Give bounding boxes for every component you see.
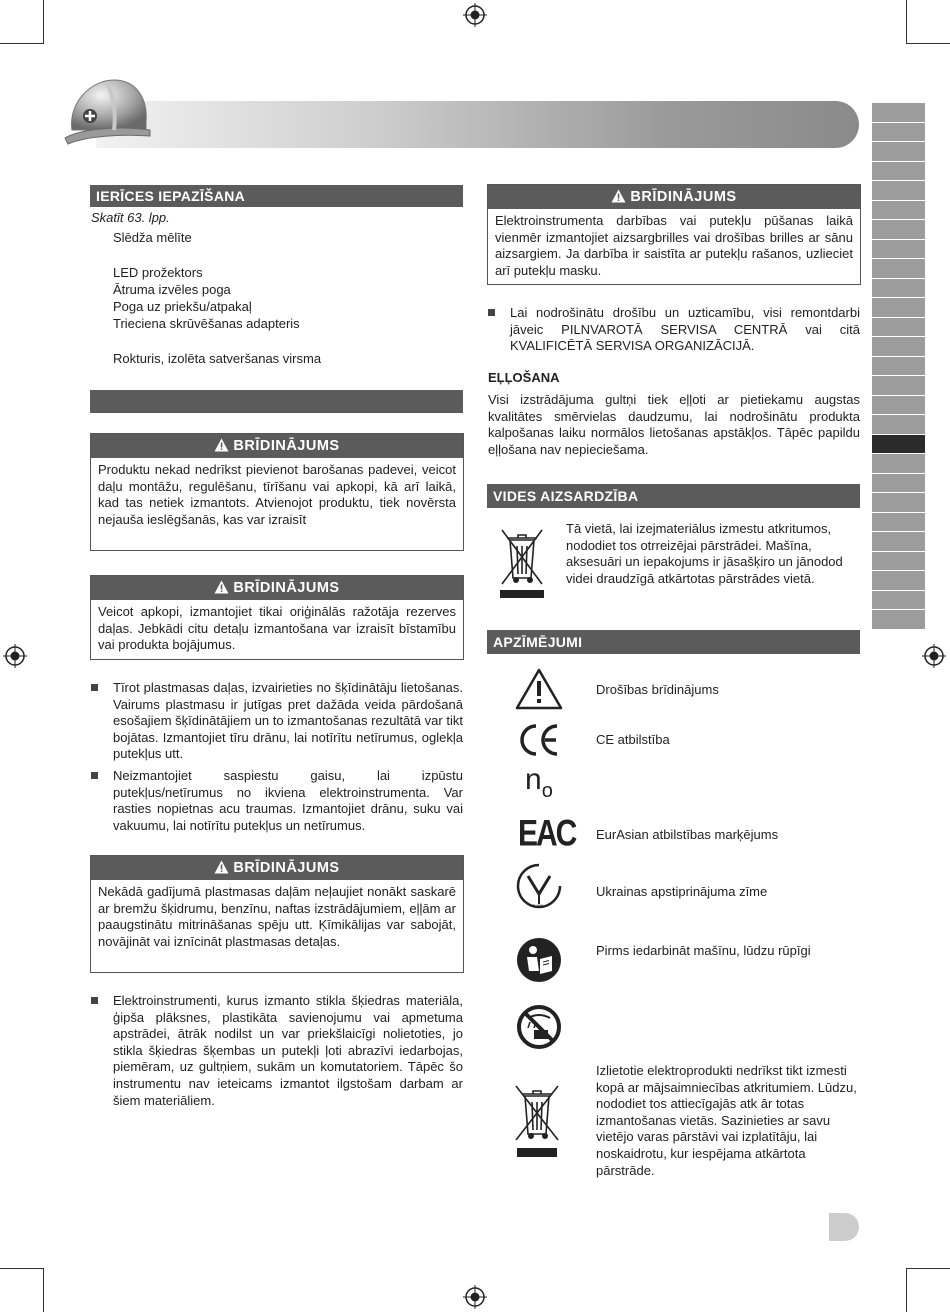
- chapter-tab[interactable]: [872, 591, 925, 611]
- section-heading-empty: [90, 390, 463, 413]
- crop-mark: [0, 43, 44, 44]
- section-heading-ierices: IERĪCES IEPAZĪŠANA: [90, 185, 463, 207]
- bullet-marker: [91, 772, 98, 779]
- chapter-tab[interactable]: [872, 337, 925, 357]
- bullet-item: [113, 993, 463, 1109]
- chapter-tabs: [872, 103, 925, 630]
- bullet-marker: [488, 309, 495, 316]
- bullet-text: Elektroinstrumenti, kurus izmanto stikla šķiedras materiāla, ģipša plāksnes, plastikāta savienojumu vai apmetuma apstrādei, ātrāk nodilst un var priekšlaicīgi nolietoties, jo stikla šķiedras šķembas un putekļi ļoti abrazīvi iedarbojas, piemēram, uz gultņiem, sukām un komutatoriem. Tāpēc šo instrumentu nav ieteicams izmantot ilgstošam darbam ar šiem materiāliem.: [113, 993, 463, 1108]
- warning-triangle-icon: [514, 667, 564, 711]
- lubrication-text: Visi izstrādājuma gultņi tiek eļļoti ar pietiekamu augstas kvalitātes smērvielas daudzumu, lai nodrošinātu produkta kalpošanas laiku normālos lietošanas apstākļos. Tāpēc papildu eļļošana nav nepieciešama.: [488, 392, 860, 457]
- chapter-tab[interactable]: [872, 142, 925, 162]
- chapter-tab[interactable]: [872, 357, 925, 377]
- chapter-tab[interactable]: [872, 279, 925, 299]
- symbol-glyph: n: [525, 763, 542, 796]
- chapter-tab[interactable]: [872, 415, 925, 435]
- part-item: Poga uz priekšu/atpakaļ: [113, 299, 252, 314]
- chapter-tab[interactable]: [872, 259, 925, 279]
- chapter-tab[interactable]: [872, 123, 925, 143]
- registration-mark-icon: [463, 1285, 487, 1309]
- environment-text: Tā vietā, lai izejmateriālus izmestu atkritumos, nododiet tos otrreizējai pārstrādei. Mašīna, aksesuāri un iepakojums ir jāsašķiro un jānodod videi draudzīgā atkārtotas pārstrādes vietā.: [566, 521, 843, 586]
- part-item: Ātruma izvēles poga: [113, 282, 231, 297]
- symbol-label: Izlietotie elektroprodukti nedrīkst tikt izmesti kopā ar mājsaimniecības atkritumiem. Lūdzu, nododiet tos attiecīgajās atk ār totas izmantošanas vietās. Sazinieties ar savu vietējo varas pārstāvi vai izplatītāju, lai noskaidrotu, kur iespējama atkārtota pārstrāde.: [596, 1063, 857, 1178]
- eac-mark-icon: [518, 809, 576, 859]
- no-rain-icon: [516, 1004, 562, 1050]
- chapter-tab[interactable]: [872, 454, 925, 474]
- warning-header: [488, 185, 860, 209]
- part-item: Trieciena skrūvēšanas adapteris: [113, 316, 300, 331]
- chapter-tab[interactable]: [872, 493, 925, 513]
- part-item: Slēdža mēlīte: [113, 230, 192, 245]
- warning-header: [91, 856, 463, 880]
- bullet-marker: [91, 684, 98, 691]
- chapter-tab[interactable]: [872, 532, 925, 552]
- chapter-tab[interactable]: [872, 318, 925, 338]
- warning-box: [487, 184, 861, 285]
- chapter-tab[interactable]: [872, 552, 925, 572]
- header-bar: [96, 101, 859, 148]
- warning-header: [91, 576, 463, 600]
- symbol-label: CE atbilstība: [596, 732, 670, 747]
- warning-box: [90, 575, 464, 660]
- section-heading-vides: VIDES AIZSARDZĪBA: [487, 484, 860, 508]
- warning-header: [91, 434, 463, 458]
- crop-mark: [906, 0, 907, 44]
- chapter-tab[interactable]: [872, 571, 925, 591]
- warning-text: Veicot apkopi, izmantojiet tikai oriģinālās ražotāja rezerves daļas. Jebkādi citu detaļu izmantošana var izraisīt bīstamību vai produkta bojājumus.: [98, 604, 456, 653]
- warning-box: [90, 855, 464, 973]
- chapter-tab[interactable]: [872, 474, 925, 494]
- warning-title: BRĪDINĀJUMS: [233, 580, 340, 596]
- warning-title: BRĪDINĀJUMS: [233, 860, 340, 876]
- chapter-tab[interactable]: [872, 240, 925, 260]
- bullet-text: Neizmantojiet saspiestu gaisu, lai izpūstu putekļus/netīrumus no ikviena elektroinstrumenta. Var rasties nopietnas acu traumas. Izmantojiet drānu, suku vai vakuumu, lai notīrītu putekļus un netīrumus.: [113, 768, 463, 833]
- warning-text: Nekādā gadījumā plastmasas daļām neļaujiet nonākt saskarē ar bremžu šķidrumu, benzīnu, naftas izstrādājumiem, eļļām ar paaugstinātu mitrināšanas spēju utt. Ķīmikālijas var sabojāt, novājināt vai iznīcināt plastmasas detaļas.: [98, 884, 456, 949]
- weee-bin-icon: [512, 1082, 562, 1158]
- page-number-tab: [829, 1213, 859, 1241]
- lubrication-heading: EĻĻOŠANA: [488, 370, 560, 385]
- warning-triangle-icon: [214, 860, 229, 874]
- section-heading-apzimejumi: APZĪMĒJUMI: [487, 630, 860, 654]
- crop-mark: [0, 1268, 44, 1269]
- weee-bin-icon: [498, 526, 546, 600]
- warning-triangle-icon: [214, 438, 229, 452]
- read-manual-icon: [516, 937, 562, 983]
- chapter-tab[interactable]: [872, 103, 925, 123]
- registration-mark-icon: [463, 3, 487, 27]
- warning-triangle-icon: [214, 580, 229, 594]
- registration-mark-icon: [3, 644, 27, 668]
- chapter-tab[interactable]: [872, 162, 925, 182]
- no-speed-icon: [525, 765, 553, 806]
- chapter-tab[interactable]: [872, 396, 925, 416]
- symbol-glyph: EAC: [518, 812, 576, 854]
- chapter-tab[interactable]: [872, 181, 925, 201]
- symbol-glyph-sub: o: [541, 780, 553, 802]
- warning-text: Produktu nekad nedrīkst pievienot barošanas padevei, veicot daļu montāžu, regulēšanu, tīrīšanu vai apkopi, kā arī laikā, kad tas netiek izmantots. Atvienojot produktu, tiek novērsta nejauša ieslēgšanās, kas var izraisīt: [98, 462, 456, 527]
- bullet-item: [113, 768, 463, 834]
- symbol-label: Pirms iedarbināt mašīnu, lūdzu rūpīgi: [596, 943, 811, 958]
- symbol-label: EurAsian atbilstības marķējums: [596, 827, 779, 842]
- part-item: LED prožektors: [113, 265, 203, 280]
- crop-mark: [906, 1268, 907, 1312]
- crop-mark: [43, 1268, 44, 1312]
- hard-hat-icon: [62, 74, 154, 152]
- crop-mark: [906, 43, 950, 44]
- warning-box: [90, 433, 464, 551]
- ukraine-mark-code: TR 066: [530, 903, 544, 908]
- chapter-tab[interactable]: [872, 513, 925, 533]
- warning-title: BRĪDINĀJUMS: [233, 438, 340, 454]
- crop-mark: [906, 1268, 950, 1269]
- warning-text: Elektroinstrumenta darbības vai putekļu pūšanas laikā vienmēr izmantojiet aizsargbrilles vai drošības brilles ar sānu aizsargiem. Ja darbība ir saistīta ar putekļu rašanos, uzlieciet arī putekļu masku.: [495, 213, 853, 278]
- chapter-tab[interactable]: [872, 201, 925, 221]
- chapter-tab[interactable]: [872, 298, 925, 318]
- chapter-tab[interactable]: [872, 610, 925, 630]
- warning-triangle-icon: [611, 189, 626, 203]
- warning-title: BRĪDINĀJUMS: [630, 189, 737, 205]
- bullet-text: Lai nodrošinātu drošību un uzticamību, visi remontdarbi jāveic PILNVAROTĀ SERVISA CENTRĀ vai citā KVALIFICĒTĀ SERVISA ORGANIZĀCIJĀ.: [510, 305, 860, 354]
- bullet-marker: [91, 997, 98, 1004]
- chapter-tab-active[interactable]: [872, 435, 925, 455]
- bullet-text: Tīrot plastmasas daļas, izvairieties no šķīdinātāju lietošanas. Vairums plastmasu ir jutīgas pret dažāda veida pārdošanā esošajiem šķīdinātājiem un to izmantošanas rezultātā var tikt bojātas. Izmantojiet tīru drānu, lai notīrītu netīrumus, oglekļa putekļus utt.: [113, 680, 463, 762]
- part-item: Rokturis, izolēta satveršanas virsma: [113, 351, 322, 366]
- chapter-tab[interactable]: [872, 220, 925, 240]
- bullet-item: [113, 680, 463, 763]
- page-reference: Skatīt 63. lpp.: [91, 210, 170, 225]
- ce-mark-icon: [517, 722, 561, 758]
- symbol-label: Drošības brīdinājums: [596, 682, 719, 697]
- bullet-item: [510, 305, 860, 355]
- symbol-label: Ukrainas apstiprinājuma zīme: [596, 884, 768, 899]
- chapter-tab[interactable]: [872, 376, 925, 396]
- registration-mark-icon: [922, 644, 946, 668]
- crop-mark: [43, 0, 44, 44]
